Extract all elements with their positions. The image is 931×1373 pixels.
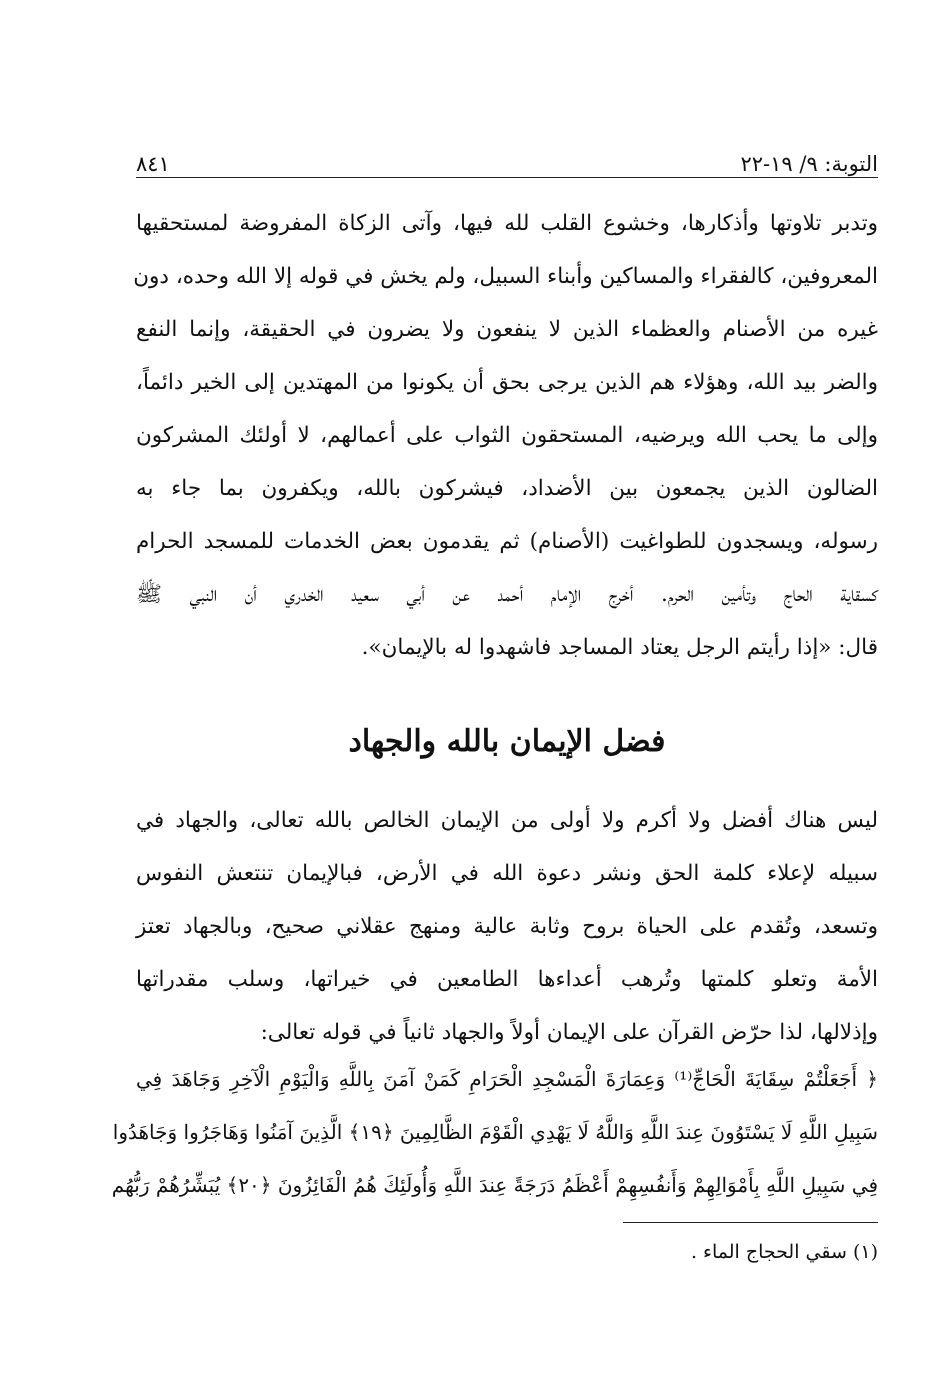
text-line: سبيله لإعلاء كلمة الحق ونشر دعوة الله في الأرض، فبالإيمان تنتعش النفوس xyxy=(136,861,878,886)
text-line: وإذلالها، لذا حرّض القرآن على الإيمان أولاً والجهاد ثانياً في قوله تعالى: xyxy=(260,1020,878,1045)
text-line: وتدبر تلاوتها وأذكارها، وخشوع القلب لله فيها، وآتى الزكاة المفروضة لمستحقيها xyxy=(136,211,878,236)
text-line: ليس هناك أفضل ولا أكرم ولا أولى من الإيمان الخالص بالله تعالى، والجهاد في xyxy=(136,808,878,833)
verse-line: ﴿ أَجَعَلْتُمْ سِقَايَةَ الْحَاجِّ⁽¹⁾ وَعِمَارَةَ الْمَسْجِدِ الْحَرَامِ كَمَنْ آمَنَ بِاللَّهِ وَالْيَوْمِ الْآخِرِ وَجَاهَدَ فِي xyxy=(136,1067,878,1091)
text-line: وإلى ما يحب الله ويرضيه، المستحقون الثواب على أعمالهم، لا أولئك المشركون xyxy=(136,423,878,448)
quran-verses xyxy=(111,1053,878,1212)
header-divider xyxy=(136,177,878,178)
section-heading: فضل الإيمان بالله والجهاد xyxy=(348,724,666,759)
text-line: غيره من الأصنام والعظماء الذين لا ينفعون ولا يضرون في الحقيقة، وإنما النفع xyxy=(136,317,878,342)
text-line: قال: «إذا رأيتم الرجل يعتاد المساجد فاشهدوا له بالإيمان». xyxy=(361,635,878,660)
footnote: (١) سقي الحجاج الماء . xyxy=(690,1241,878,1263)
verse-line: سَبِيلِ اللَّهِ لَا يَسْتَوُونَ عِندَ اللَّهِ وَاللَّهُ لَا يَهْدِي الْقَوْمَ الظَّالِمِينَ ﴿١٩﴾ الَّذِينَ آمَنُوا وَهَاجَرُوا وَجَاهَدُوا xyxy=(112,1120,878,1144)
page-header xyxy=(136,140,878,176)
footnote-divider xyxy=(623,1222,878,1223)
text-line: وتسعد، وتُقدم على الحياة بروح وثابة عالية ومنهج عقلاني صحيح، وبالجهاد تعتز xyxy=(136,914,878,939)
section-paragraph xyxy=(136,794,878,1059)
text-line: كسقاية الحاج وتأمين الحرم. أخرج الإمام أحمد عن أبي سعيد الخدري أن النبي ﷺ xyxy=(136,582,878,607)
text-line: المعروفين، كالفقراء والمساكين وأبناء السبيل، ولم يخش في قوله إلا الله وحده، دون xyxy=(133,264,878,289)
verse-line: فِي سَبِيلِ اللَّهِ بِأَمْوَالِهِمْ وَأَنفُسِهِمْ أَعْظَمُ دَرَجَةً عِندَ اللَّهِ وَأُولَئِكَ هُمُ الْفَائِزُونَ ﴿٢٠﴾ يُبَشِّرُهُمْ رَبُّهُم xyxy=(111,1173,878,1197)
commentary-paragraph xyxy=(133,197,878,674)
text-line: الضالون الذين يجمعون بين الأضداد، فيشركون بالله، ويكفرون بما جاء به xyxy=(136,476,878,501)
text-line: الأمة وتعلو كلمتها وتُرهب أعداءها الطامعين في خيراتها، وسلب مقدراتها xyxy=(136,967,878,992)
page-number: ٨٤١ xyxy=(136,152,170,176)
surah-reference: التوبة: ٩/ ١٩-٢٢ xyxy=(740,152,878,176)
text-line: والضر بيد الله، وهؤلاء هم الذين يرجى بحق أن يكونوا من المهتدين إلى الخير دائماً، xyxy=(136,370,878,395)
text-line: رسوله، ويسجدون للطواغيت (الأصنام) ثم يقدمون بعض الخدمات للمسجد الحرام xyxy=(136,529,878,554)
